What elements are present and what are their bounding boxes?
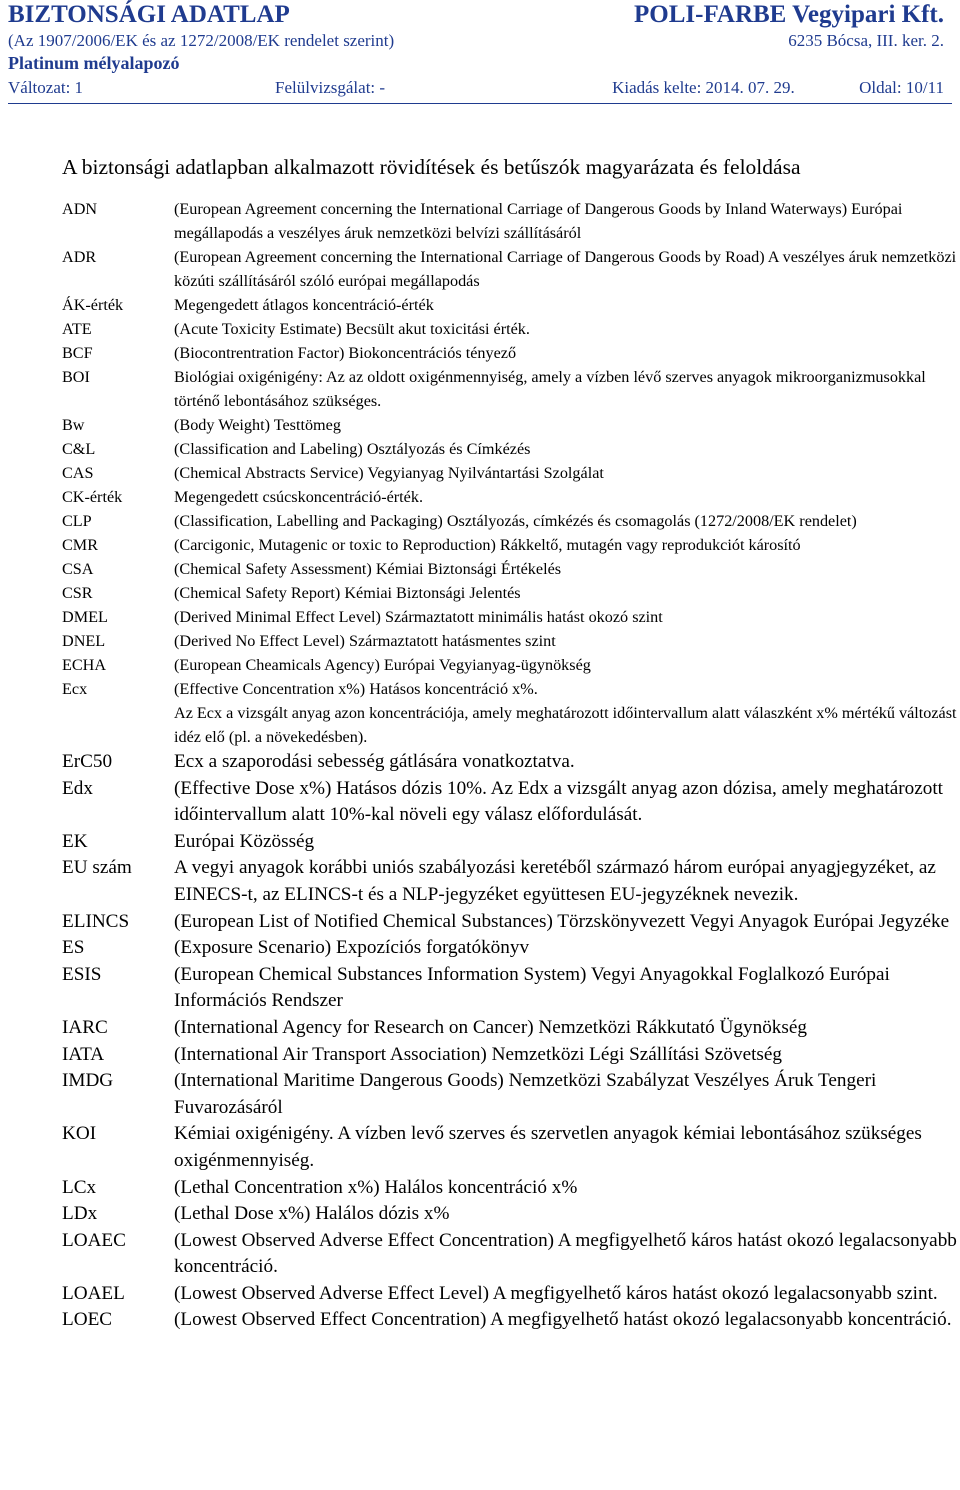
glossary-abbr: EU szám bbox=[62, 857, 132, 879]
glossary-abbr: KOI bbox=[62, 1123, 97, 1145]
glossary-entry bbox=[62, 855, 957, 908]
header-row-1 bbox=[8, 0, 944, 30]
glossary-abbr: CLP bbox=[62, 512, 92, 530]
glossary-entry bbox=[62, 776, 957, 829]
glossary-entry bbox=[62, 701, 957, 749]
glossary-entry bbox=[62, 341, 957, 365]
glossary-abbr: EK bbox=[62, 830, 88, 852]
glossary-abbr: CSA bbox=[62, 560, 94, 578]
glossary-abbr bbox=[62, 701, 174, 749]
glossary-entry bbox=[62, 962, 957, 1015]
glossary-entry bbox=[62, 365, 957, 413]
glossary-definition: (European Chemical Substances Information System) Vegyi Anyagokkal Foglalkozó Európai Információs Rendszer bbox=[174, 963, 890, 1012]
abbreviation-glossary bbox=[62, 197, 957, 1334]
glossary-abbr: Ecx bbox=[62, 680, 88, 698]
glossary-abbr: CSR bbox=[62, 584, 93, 602]
header-row-4 bbox=[8, 75, 944, 101]
glossary-definition: Európai Közösség bbox=[174, 830, 315, 852]
glossary-definition: (European Cheamicals Agency) Európai Vegyianyag-ügynökség bbox=[174, 656, 591, 674]
glossary-entry bbox=[62, 485, 957, 509]
glossary-definition: A vegyi anyagok korábbi uniós szabályozási keretéből származó három európai anyagjegyzéket, az EINECS-t, az ELINCS-t és a NLP-jegyzéket együttesen EU-jegyzéknek nevezik. bbox=[174, 857, 936, 905]
glossary-entry bbox=[62, 581, 957, 605]
glossary-entry bbox=[62, 829, 957, 856]
company-name: POLI-FARBE Vegyipari Kft. bbox=[634, 1, 944, 28]
glossary-definition: Biológiai oxigénigény: Az az oldott oxigénmennyiség, amely a vízben lévő szerves anyagok mikroorganizmusokkal történő lebontásához szükséges. bbox=[174, 368, 926, 410]
glossary-entry bbox=[62, 245, 957, 293]
glossary-abbr: ADR bbox=[62, 248, 97, 266]
glossary-definition: Megengedett átlagos koncentráció-érték bbox=[174, 296, 434, 314]
glossary-definition: (Effective Concentration x%) Hatásos koncentráció x%. bbox=[174, 680, 538, 698]
glossary-definition: (Carcigonic, Mutagenic or toxic to Reproduction) Rákkeltő, mutagén vagy reprodukciót károsító bbox=[174, 536, 801, 554]
glossary-entry bbox=[62, 1068, 957, 1121]
glossary-abbr: IARC bbox=[62, 1016, 108, 1038]
glossary-definition: (International Agency for Research on Cancer) Nemzetközi Rákkutató Ügynökség bbox=[174, 1016, 807, 1038]
glossary-abbr: ESIS bbox=[62, 963, 102, 985]
company-address: 6235 Bócsa, III. ker. 2. bbox=[788, 31, 944, 50]
glossary-entry bbox=[62, 1175, 957, 1202]
glossary-entry bbox=[62, 413, 957, 437]
header-row-3 bbox=[8, 51, 944, 75]
glossary-definition: (Lethal Dose x%) Halálos dózis x% bbox=[174, 1203, 450, 1225]
glossary-abbr: DMEL bbox=[62, 608, 108, 626]
glossary-entry bbox=[62, 1015, 957, 1042]
glossary-entry bbox=[62, 1121, 957, 1174]
glossary-abbr: BCF bbox=[62, 344, 93, 362]
section-title: A biztonsági adatlapban alkalmazott rövidítések és betűszók magyarázata és feloldása bbox=[62, 155, 801, 179]
glossary-abbr: DNEL bbox=[62, 632, 106, 650]
glossary-definition: (European List of Notified Chemical Substances) Törzskönyvezett Vegyi Anyagok Európai Jegyzéke bbox=[174, 910, 950, 932]
glossary-entry bbox=[62, 1281, 957, 1308]
glossary-definition: (European Agreement concerning the International Carriage of Dangerous Goods by Road) A veszélyes áruk nemzetközi közúti szállításáról szóló európai megállapodás bbox=[174, 248, 957, 290]
version-label: Változat: 1 bbox=[8, 78, 84, 97]
glossary-abbr: LOEC bbox=[62, 1309, 113, 1331]
glossary-definition: (Chemical Abstracts Service) Vegyianyag Nyilvántartási Szolgálat bbox=[174, 464, 604, 482]
glossary-abbr: IATA bbox=[62, 1043, 105, 1065]
glossary-abbr: LDx bbox=[62, 1203, 98, 1225]
glossary-entry bbox=[62, 677, 957, 701]
glossary-definition: Kémiai oxigénigény. A vízben levő szerves és szervetlen anyagok kémiai lebontásához szükséges oxigénmennyiség. bbox=[174, 1123, 922, 1171]
glossary-abbr: C&L bbox=[62, 440, 96, 458]
glossary-entry bbox=[62, 909, 957, 936]
glossary-definition: (Lowest Observed Adverse Effect Concentration) A megfigyelhető káros hatást okozó legalacsonyabb koncentráció. bbox=[174, 1229, 957, 1278]
glossary-abbr: LOAEC bbox=[62, 1229, 126, 1251]
glossary-abbr: BOI bbox=[62, 368, 90, 386]
glossary-abbr: IMDG bbox=[62, 1070, 114, 1092]
glossary-definition: (Chemical Safety Report) Kémiai Biztonsági Jelentés bbox=[174, 584, 521, 602]
glossary-entry bbox=[62, 605, 957, 629]
glossary-abbr: Edx bbox=[62, 777, 93, 799]
glossary-definition: (Classification, Labelling and Packaging) Osztályozás, címkézés és csomagolás (1272/2008/EK rendelet) bbox=[174, 512, 857, 530]
glossary-abbr: ES bbox=[62, 937, 85, 959]
page-number: Oldal: 10/11 bbox=[859, 78, 944, 97]
product-name: Platinum mélyalapozó bbox=[8, 53, 180, 73]
glossary-abbr: ADN bbox=[62, 200, 98, 218]
glossary-abbr: ÁK-érték bbox=[62, 296, 124, 314]
glossary-entry bbox=[62, 197, 957, 245]
glossary-entry bbox=[62, 1228, 957, 1281]
glossary-entry bbox=[62, 629, 957, 653]
glossary-entry bbox=[62, 317, 957, 341]
glossary-entry bbox=[62, 1042, 957, 1069]
glossary-definition: (European Agreement concerning the International Carriage of Dangerous Goods by Inland Waterways) Európai megállapodás a veszélyes áruk nemzetközi belvízi szállításáról bbox=[174, 200, 903, 242]
glossary-definition: (Acute Toxicity Estimate) Becsült akut toxicitási érték. bbox=[174, 320, 530, 338]
glossary-entry bbox=[62, 1201, 957, 1228]
glossary-definition: (International Maritime Dangerous Goods) Nemzetközi Szabályzat Veszélyes Áruk Tengeri Fuvarozásáról bbox=[174, 1070, 877, 1118]
page-header bbox=[8, 0, 944, 101]
glossary-definition: (Lethal Concentration x%) Halálos koncentráció x% bbox=[174, 1176, 578, 1198]
glossary-definition: (Effective Dose x%) Hatásos dózis 10%. Az Edx a vizsgált anyag azon dózisa, amely meghatározott időintervallum alatt 10%-kal növeli egy válasz előfordulását. bbox=[174, 777, 944, 826]
glossary-definition: (Lowest Observed Adverse Effect Level) A megfigyelhető káros hatást okozó legalacsonyabb szint. bbox=[174, 1282, 938, 1304]
glossary-abbr: CAS bbox=[62, 464, 94, 482]
glossary-definition: (International Air Transport Association) Nemzetközi Légi Szállítási Szövetség bbox=[174, 1043, 783, 1065]
glossary-definition: (Exposure Scenario) Expozíciós forgatókönyv bbox=[174, 937, 530, 959]
header-row-2 bbox=[8, 30, 944, 51]
glossary-definition: (Body Weight) Testtömeg bbox=[174, 416, 341, 434]
glossary-entry bbox=[62, 557, 957, 581]
glossary-entry bbox=[62, 437, 957, 461]
glossary-abbr: ELINCS bbox=[62, 910, 130, 932]
revision-label: Felülvizsgálat: - bbox=[275, 78, 386, 97]
glossary-entry bbox=[62, 509, 957, 533]
glossary-abbr: Bw bbox=[62, 416, 85, 434]
glossary-abbr: ECHA bbox=[62, 656, 107, 674]
glossary-definition: (Derived No Effect Level) Származtatott hatásmentes szint bbox=[174, 632, 556, 650]
glossary-entry bbox=[62, 461, 957, 485]
glossary-definition: (Lowest Observed Effect Concentration) A megfigyelhető hatást okozó legalacsonyabb koncentráció. bbox=[174, 1309, 952, 1331]
glossary-abbr: ATE bbox=[62, 320, 92, 338]
glossary-entry bbox=[62, 653, 957, 677]
glossary-definition: (Classification and Labeling) Osztályozás és Címkézés bbox=[174, 440, 531, 458]
glossary-definition: (Biocontrentration Factor) Biokoncentrációs tényező bbox=[174, 344, 517, 362]
glossary-entry bbox=[62, 533, 957, 557]
regulation-reference: (Az 1907/2006/EK és az 1272/2008/EK rendelet szerint) bbox=[8, 31, 395, 50]
header-divider bbox=[8, 103, 952, 104]
glossary-definition: Az Ecx a vizsgált anyag azon koncentrációja, amely meghatározott időintervallum alatt válaszként x% mértékű változást idéz elő (pl. a növekedésben). bbox=[174, 704, 957, 746]
glossary-definition: Megengedett csúcskoncentráció-érték. bbox=[174, 488, 423, 506]
glossary-abbr: CMR bbox=[62, 536, 98, 554]
glossary-entry bbox=[62, 1307, 957, 1334]
glossary-entry bbox=[62, 935, 957, 962]
glossary-definition: Ecx a szaporodási sebesség gátlására vonatkoztatva. bbox=[174, 751, 575, 772]
glossary-abbr: LCx bbox=[62, 1176, 97, 1198]
issue-date: Kiadás kelte: 2014. 07. 29. bbox=[612, 78, 795, 97]
glossary-abbr: ErC50 bbox=[62, 751, 113, 772]
glossary-abbr: LOAEL bbox=[62, 1282, 125, 1304]
glossary-definition: (Derived Minimal Effect Level) Származtatott minimális hatást okozó szint bbox=[174, 608, 663, 626]
glossary-definition: (Chemical Safety Assessment) Kémiai Biztonsági Értékelés bbox=[174, 560, 562, 578]
glossary-entry bbox=[62, 293, 957, 317]
glossary-abbr: CK-érték bbox=[62, 488, 123, 506]
glossary-entry bbox=[62, 749, 957, 776]
document-title: BIZTONSÁGI ADATLAP bbox=[8, 1, 290, 28]
